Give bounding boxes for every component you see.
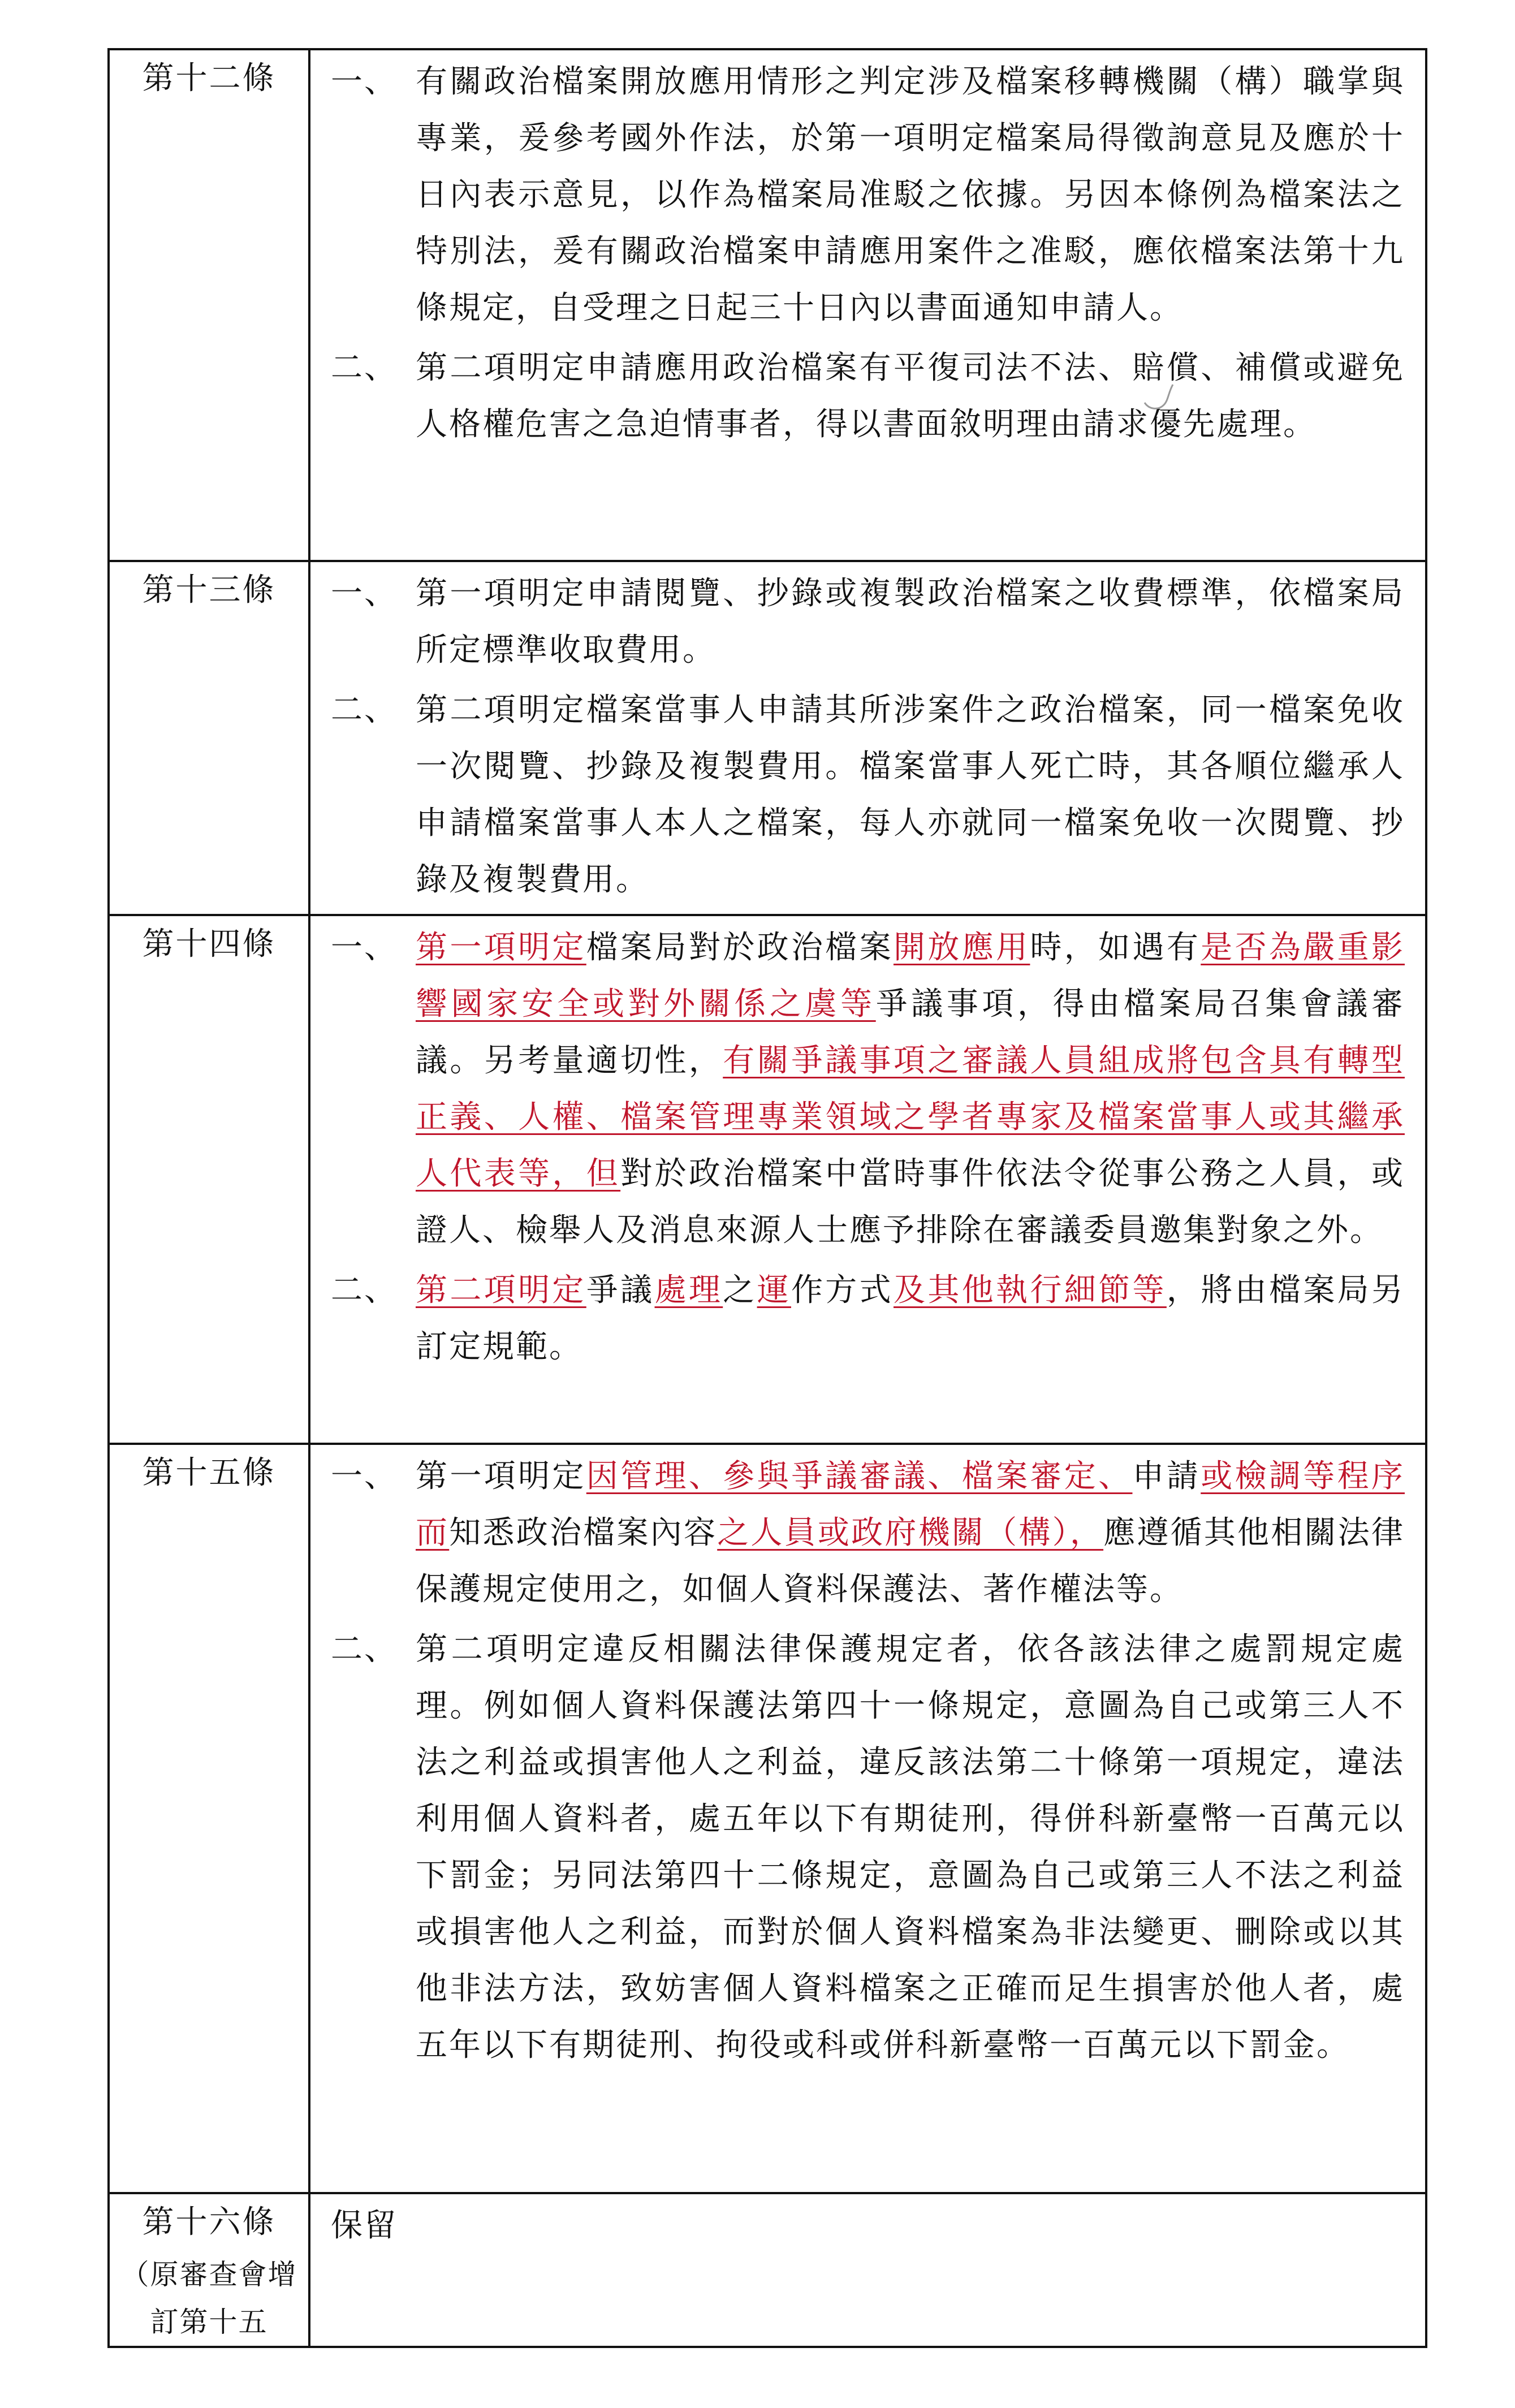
revised-text: 有關爭議事項之審議人員組成將包含具有轉型正義、人權、檔案管理專業領域之學者專家及檔案當事人或其繼承人代表等，但	[416, 1042, 1405, 1192]
explanation-item	[331, 1262, 1405, 1375]
text-segment: 第二項明定檔案當事人申請其所涉案件之政治檔案，同一檔案免收一次閱覽、抄錄及複製費用。檔案當事人死亡時，其各順位繼承人申請檔案當事人本人之檔案，每人亦就同一檔案免收一次閱覽、抄錄及複製費用。	[416, 692, 1405, 898]
text-segment: 爭議	[586, 1272, 655, 1309]
item-number: 二、	[331, 692, 398, 728]
article-number-cell	[109, 2193, 309, 2347]
explanation-item	[331, 566, 1405, 679]
text-segment: 申請	[1132, 1458, 1201, 1495]
item-text	[416, 566, 1405, 679]
revised-text: 第一項明定	[416, 929, 586, 966]
item-text	[416, 340, 1405, 453]
text-segment: 有關政治檔案開放應用情形之判定涉及檔案移轉機關（構）職掌與專業，爰參考國外作法，於第一項明定檔案局得徵詢意見及應於十日內表示意見，以作為檔案局准駁之依據。另因本條例為檔案法之特別法，爰有關政治檔案申請應用案件之准駁，應依檔案法第十九條規定，自受理之日起三十日內以書面通知申請人。	[416, 63, 1405, 326]
text-segment: 第二項明定違反相關法律保護規定者，依各該法律之處罰規定處理。例如個人資料保護法第四十一條規定，意圖為自己或第三人不法之利益或損害他人之利益，違反該法第二十條第一項規定，違法利用個人資料者，處五年以下有期徒刑，得併科新臺幣一百萬元以下罰金；另同法第四十二條規定，意圖為自己或第三人不法之利益或損害他人之利益，而對於個人資料檔案為非法變更、刪除或以其他非法方法，致妨害個人資料檔案之正確而足生損害於他人者，處五年以下有期徒刑、拘役或科或併科新臺幣一百萬元以下罰金。	[416, 1631, 1405, 2064]
item-number: 二、	[331, 349, 398, 386]
item-number: 一、	[331, 575, 398, 612]
explanation-item	[331, 340, 1405, 453]
article-row	[109, 1444, 1426, 2193]
explanation-item	[331, 920, 1405, 1259]
text-segment: 作方式	[791, 1272, 894, 1309]
pen-mark	[1141, 380, 1175, 414]
item-text	[416, 920, 1405, 1259]
text-segment: 檔案局對於政治檔案	[586, 929, 894, 966]
explanation-cell	[309, 561, 1426, 915]
text-segment: 對於政治檔案中當時事件依法令從事公務之人員，或證人、檢舉人及消息來源人士應予排除在審議委員邀集對象之外。	[416, 1155, 1405, 1249]
explanation-item	[331, 54, 1405, 336]
explanation-cell	[309, 915, 1426, 1444]
explanation-cell	[309, 2193, 1426, 2347]
article-number-cell	[109, 1444, 309, 2193]
text-segment: 第一項明定申請閱覽、抄錄或複製政治檔案之收費標準，依檔案局所定標準收取費用。	[416, 575, 1405, 668]
text-segment: 第二項明定申請應用政治檔案有平復司法不法、賠償、補償或避免人格權危害之急迫情事者，得以書面敘明理由請求優先處理。	[416, 349, 1405, 443]
item-number: 二、	[331, 1272, 398, 1309]
item-text	[416, 682, 1405, 908]
explanation-table	[107, 48, 1427, 2348]
item-text	[416, 54, 1405, 336]
item-number: 一、	[331, 929, 398, 966]
article-row	[109, 561, 1426, 915]
text-segment: ，將由檔案局另訂定規範。	[416, 1272, 1405, 1365]
revised-text: 運	[757, 1272, 791, 1309]
item-text	[416, 1448, 1405, 1618]
text-segment: 應遵循其他相關法律保護規定使用之，如個人資料保護法、著作權法等。	[416, 1514, 1405, 1608]
revised-text: 因管理、參與爭議審議、檔案審定、	[586, 1458, 1133, 1495]
item-text	[416, 1262, 1405, 1375]
revised-text: 處理	[654, 1272, 723, 1309]
revised-text: 之人員或政府機關（構），	[717, 1514, 1104, 1551]
text-segment: 時，如遇有	[1030, 929, 1201, 966]
article-note: （原審查會增訂第十五	[120, 2258, 297, 2338]
explanation-cell	[309, 1444, 1426, 2193]
article-row	[109, 915, 1426, 1444]
article-number: 第十二條	[142, 60, 276, 97]
revised-text: 是否為嚴重影響國家安全或對外關係之虞等	[416, 929, 1405, 1022]
article-number: 第十五條	[142, 1455, 276, 1491]
explanation-cell	[309, 49, 1426, 561]
explanation-item	[331, 1621, 1405, 2074]
revised-text: 第二項明定	[416, 1272, 586, 1309]
item-number: 二、	[331, 1631, 398, 1668]
explanation-text: 保留	[331, 2207, 398, 2244]
explanation-item	[331, 682, 1405, 908]
item-text	[416, 1621, 1405, 2074]
article-number-cell	[109, 915, 309, 1444]
revised-text: 或檢調等程序而	[416, 1458, 1405, 1551]
article-number-cell	[109, 49, 309, 561]
item-number: 一、	[331, 63, 398, 100]
article-row	[109, 2193, 1426, 2347]
revised-text: 開放應用	[894, 929, 1030, 966]
article-number: 第十三條	[142, 572, 276, 609]
text-segment: 之	[723, 1272, 757, 1309]
text-segment: 第一項明定	[416, 1458, 586, 1495]
article-number: 第十六條	[142, 2204, 276, 2241]
article-number-cell	[109, 561, 309, 915]
item-number: 一、	[331, 1458, 398, 1495]
explanation-item	[331, 1448, 1405, 1618]
text-segment: 爭議事項，得由檔案局召集會議審議。另考量適切性，	[416, 986, 1405, 1079]
article-number: 第十四條	[142, 926, 276, 963]
revised-text: 及其他執行細節等	[894, 1272, 1167, 1309]
article-row	[109, 49, 1426, 561]
text-segment: 知悉政治檔案內容	[449, 1514, 718, 1551]
